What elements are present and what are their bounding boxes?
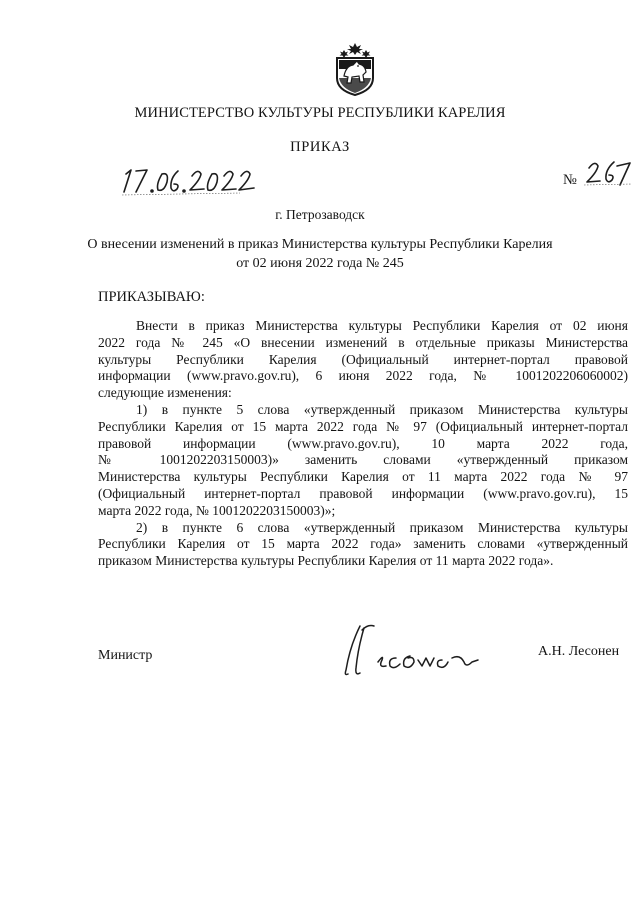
body-line: 2022 года № 245 «О внесении изменений в отдельные приказы Министерства (98, 334, 628, 350)
decree-word: ПРИКАЗЫВАЮ: (98, 289, 205, 305)
ministry-name: МИНИСТЕРСТВО КУЛЬТУРЫ РЕСПУБЛИКИ КАРЕЛИЯ (134, 105, 506, 121)
handwritten-date-icon (120, 162, 260, 196)
body-line: № 1001202203150003)» заменить словами «утвержденный приказом (98, 452, 628, 468)
order-body (98, 318, 628, 570)
body-line: Министерства культуры Республики Карелия от 11 марта 2022 года № 97 (98, 469, 628, 485)
body-line: приказом Министерства культуры Республики Карелия от 11 марта 2022 года». (98, 553, 554, 569)
body-line: культуры Республики Карелия (Официальный интернет-портал правовой (98, 351, 628, 367)
body-line: Внести в приказ Министерства культуры Республики Карелия от 02 июня (136, 318, 628, 333)
body-line: Республики Карелия от 15 марта 2022 года № 97 (Официальный интернет-портал (98, 418, 628, 434)
body-line: (Официальный интернет-портал правовой информации (www.pravo.gov.ru), 15 (98, 485, 628, 501)
order-number-label: № (563, 172, 577, 188)
body-line: Республики Карелия от 15 марта 2022 года» заменить словами «утвержденный (98, 536, 628, 552)
body-line: 2) в пункте 6 слова «утвержденный приказом Министерства культуры (136, 519, 628, 535)
document-type: ПРИКАЗ (290, 139, 350, 155)
city: г. Петрозаводск (275, 207, 365, 222)
handwritten-order-number-icon (584, 158, 634, 188)
body-line: информации (www.pravo.gov.ru), 6 июня 2022 года, № 1001202206060002) (98, 368, 628, 384)
body-line: марта 2022 года, № 1001202203150003)»; (98, 502, 336, 518)
signatory-name: А.Н. Лесонен (538, 644, 620, 659)
body-line: следующие изменения: (98, 385, 232, 401)
body-line: правовой информации (www.pravo.gov.ru), 10 марта 2022 года, (98, 435, 628, 451)
subject-line: от 02 июня 2022 года № 245 (236, 256, 404, 271)
handwritten-signature-icon (338, 618, 518, 680)
subject-line: О внесении изменений в приказ Министерства культуры Республики Карелия (87, 237, 553, 252)
signatory-title: Министр (98, 648, 153, 663)
body-line: 1) в пункте 5 слова «утвержденный приказом Министерства культуры (136, 401, 628, 417)
order-subject (20, 235, 620, 273)
karelia-coat-of-arms-icon (332, 42, 378, 96)
